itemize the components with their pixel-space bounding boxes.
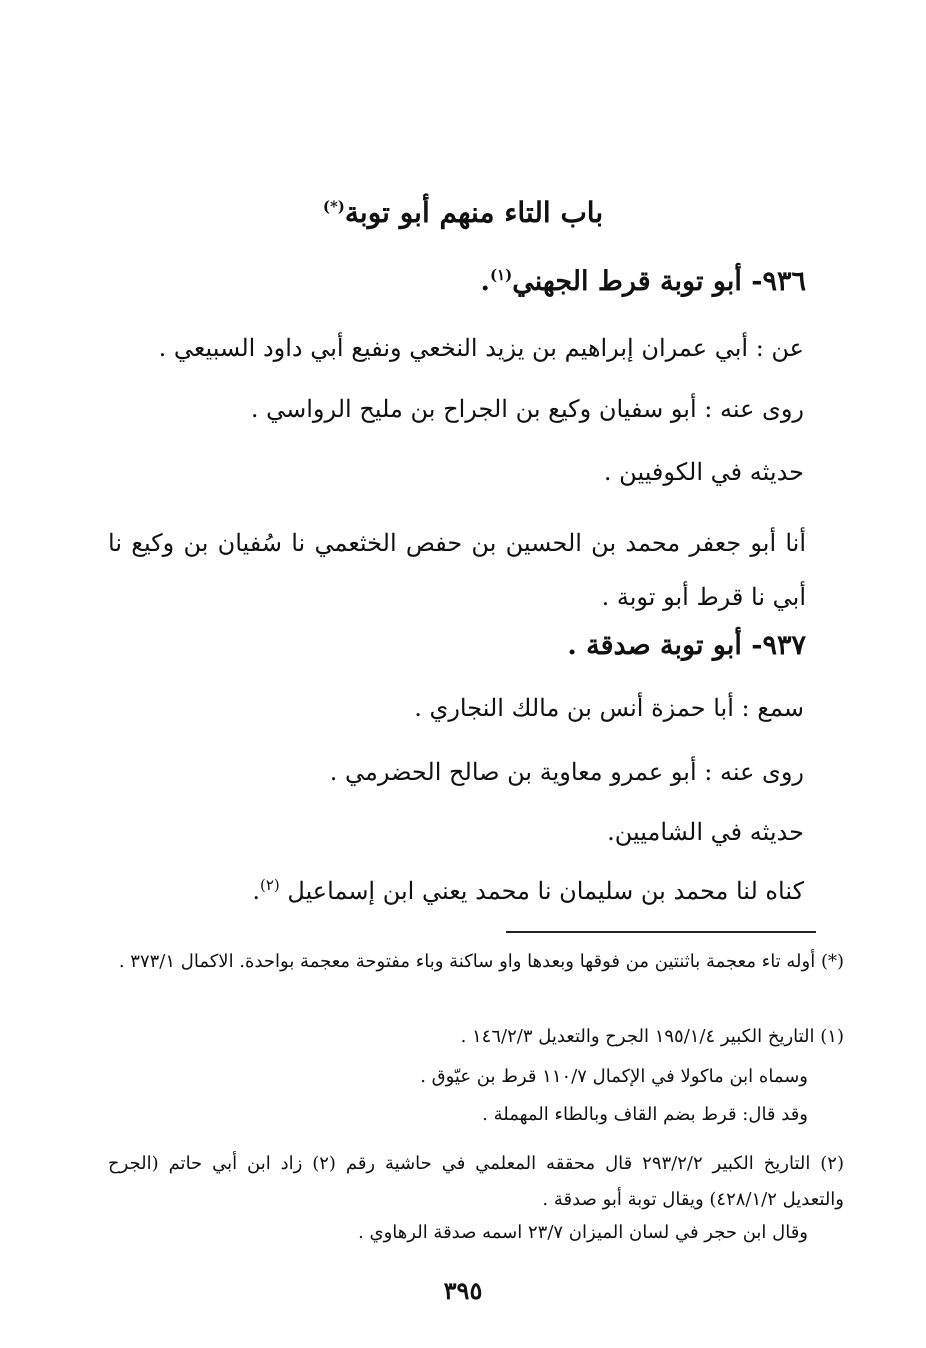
footnote-2: (٢) التاريخ الكبير ٢٩٣/٢/٢ قال محققه المعلمي في حاشية رقم (٢) زاد ابن أبي حاتم (الجرح والتعديل ٤٢٨/١/٢) ويقال توبة أبو صدقة . bbox=[108, 1153, 844, 1210]
footnote-2-continuation: وقال ابن حجر في لسان الميزان ٢٣/٧ اسمه صدقة الرهاوي . bbox=[358, 1222, 808, 1243]
hadith-region-line: حديثه في الكوفيين . bbox=[603, 458, 804, 486]
footnote-divider bbox=[506, 931, 816, 933]
footnote-mark: (٢) bbox=[259, 876, 280, 894]
kunya-line bbox=[252, 876, 804, 905]
entry-heading-936 bbox=[481, 266, 806, 297]
entry-heading-text: ٩٣٦- أبو توبة قرط الجهني bbox=[512, 266, 806, 297]
kunya-end: . bbox=[252, 877, 260, 905]
isnad-paragraph: أنا أبو جعفر محمد بن الحسين بن حفص الخثعمي نا سُفيان بن وكيع نا أبي نا قرط أبو توبة . bbox=[108, 529, 806, 611]
chapter-title-text: باب التاء منهم أبو توبة bbox=[344, 196, 604, 229]
heading-end: . bbox=[480, 266, 490, 297]
footnote-1: (١) التاريخ الكبير ١٩٥/١/٤ الجرح والتعديل ١٤٦/٢/٣ . bbox=[460, 1026, 844, 1047]
footnote-star: (*) أوله تاء معجمة باثنتين من فوقها وبعدها واو ساكنة وباء مفتوحة معجمة بواحدة. الاكمال ٣٧٣/١ . bbox=[118, 951, 844, 972]
chapter-footnote-mark: (*) bbox=[322, 197, 345, 216]
kunya-text: كناه لنا محمد بن سليمان نا محمد يعني ابن إسماعيل bbox=[287, 877, 804, 905]
footnote-1-continuation: وسماه ابن ماكولا في الإكمال ١١٠/٧ قرط بن عيّوق . bbox=[420, 1066, 808, 1087]
footnote-mark: (١) bbox=[489, 266, 513, 284]
entry-heading-937: ٩٣٧- أبو توبة صدقة . bbox=[567, 630, 806, 661]
page-number: ٣٩٥ bbox=[443, 1276, 483, 1305]
chapter-title bbox=[0, 196, 926, 229]
narrated-from-line: عن : أبي عمران إبراهيم بن يزيد النخعي ونفيع أبي داود السبيعي . bbox=[158, 334, 804, 362]
hadith-region-line: حديثه في الشاميين. bbox=[607, 818, 804, 846]
heard-from-line: سمع : أبا حمزة أنس بن مالك النجاري . bbox=[414, 694, 804, 722]
footnote-1-continuation: وقد قال: قرط بضم القاف وبالطاء المهملة . bbox=[482, 1104, 808, 1125]
narrators-line: روى عنه : أبو عمرو معاوية بن صالح الحضرمي . bbox=[329, 758, 804, 786]
narrators-line: روى عنه : أبو سفيان وكيع بن الجراح بن مليح الرواسي . bbox=[250, 395, 804, 423]
